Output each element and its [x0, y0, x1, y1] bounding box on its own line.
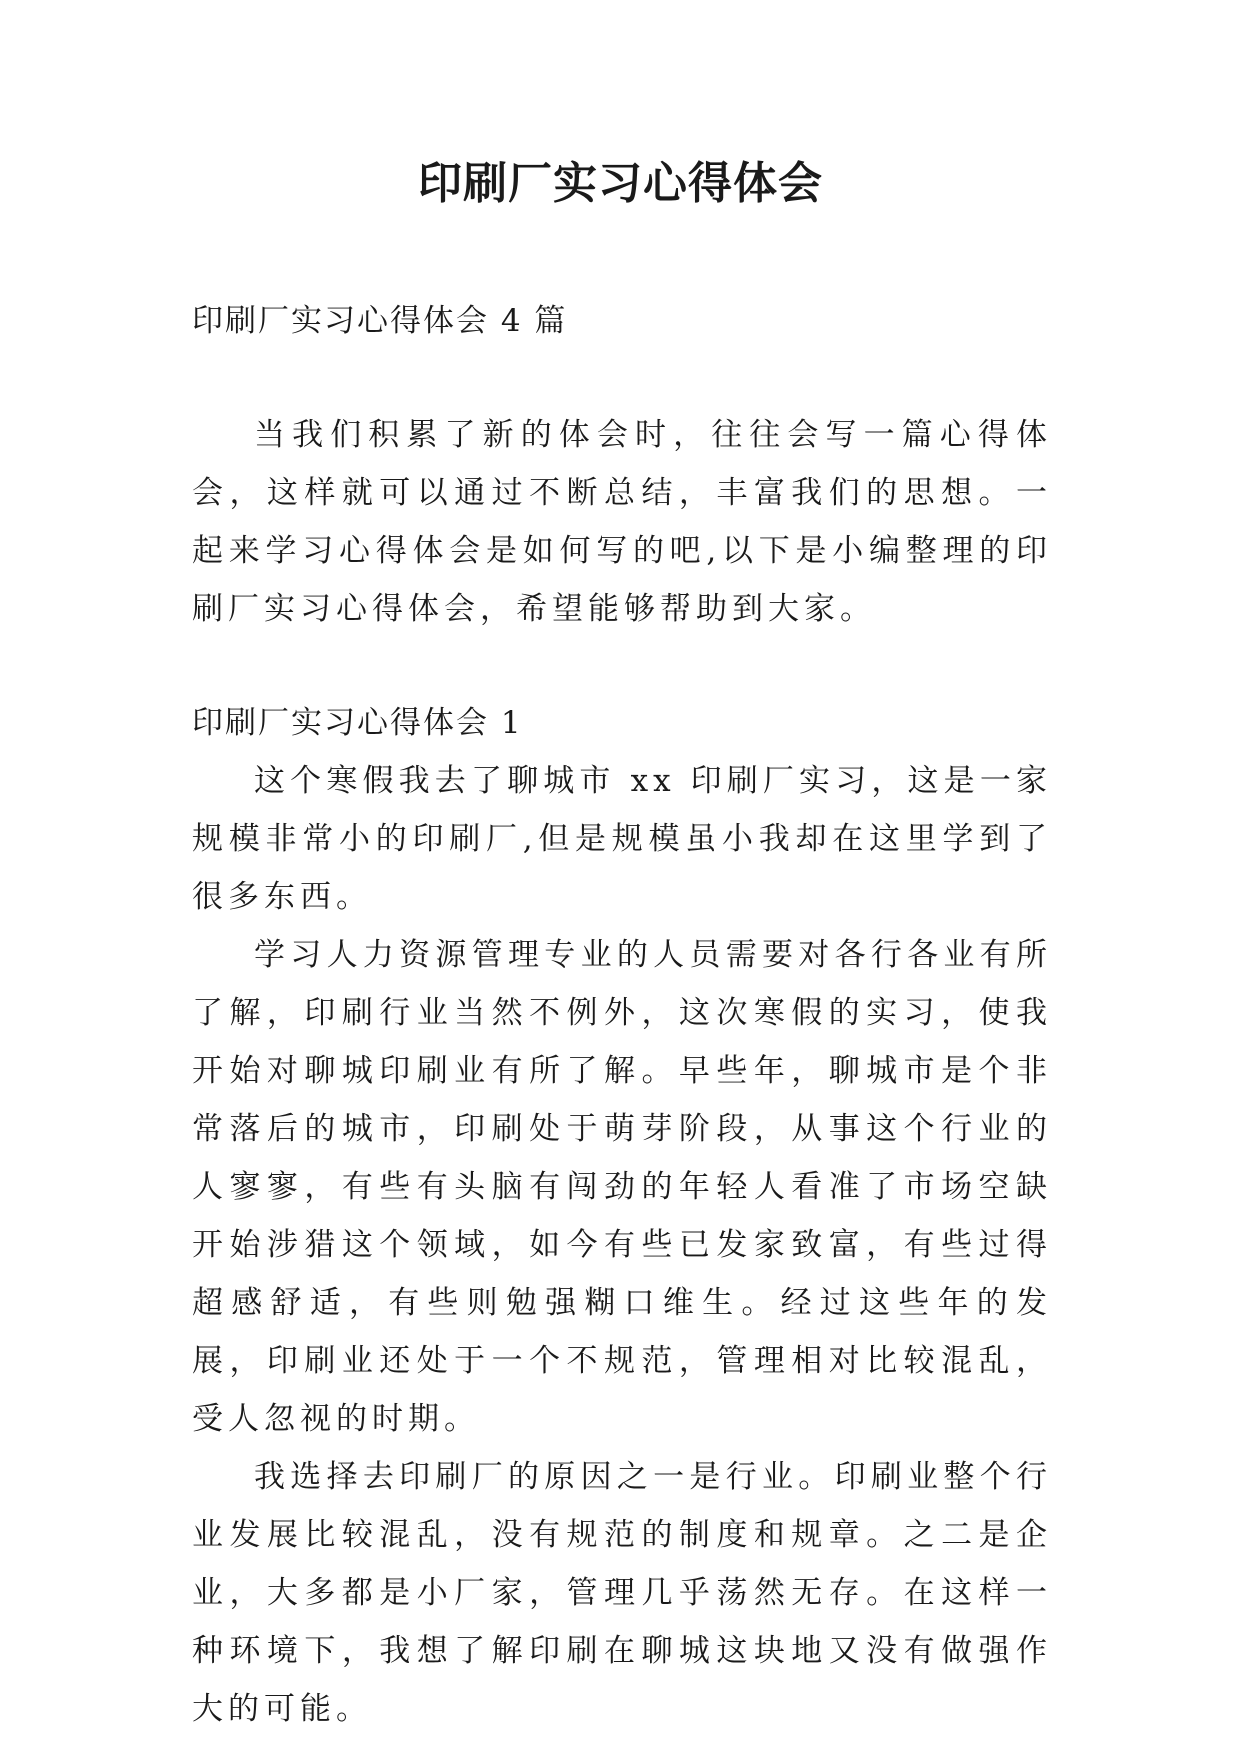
document-body	[192, 292, 1052, 1738]
document-subtitle: 印刷厂实习心得体会 4 篇	[192, 303, 568, 339]
body-paragraph: 学习人力资源管理专业的人员需要对各行各业有所了解，印刷行业当然不例外，这次寒假的实习，使我开始对聊城印刷业有所了解。早些年，聊城市是个非常落后的城市，印刷处于萌芽阶段，从事这个行业的人寥寥，有些有头脑有闯劲的年轻人看准了市场空缺开始涉猎这个领域，如今有些已发家致富，有些过得超感舒适，有些则勉强糊口维生。经过这些年的发展，印刷业还处于一个不规范，管理相对比较混乱，受人忽视的时期。	[192, 937, 1052, 1437]
spacer	[192, 638, 1052, 694]
body-paragraph: 我选择去印刷厂的原因之一是行业。印刷业整个行业发展比较混乱，没有规范的制度和规章。之二是企业，大多都是小厂家，管理几乎荡然无存。在这样一种环境下，我想了解印刷在聊城这块地又没有做强作大的可能。	[192, 1459, 1052, 1727]
body-paragraph: 这个寒假我去了聊城市 xx 印刷厂实习，这是一家规模非常小的印刷厂,但是规模虽小我却在这里学到了很多东西。	[192, 763, 1052, 915]
document-title: 印刷厂实习心得体会	[418, 158, 823, 209]
intro-paragraph: 当我们积累了新的体会时，往往会写一篇心得体会，这样就可以通过不断总结，丰富我们的思想。一起来学习心得体会是如何写的吧,以下是小编整理的印刷厂实习心得体会，希望能够帮助到大家。	[192, 417, 1052, 627]
spacer	[192, 350, 1052, 406]
section-heading: 印刷厂实习心得体会 1	[192, 705, 523, 741]
